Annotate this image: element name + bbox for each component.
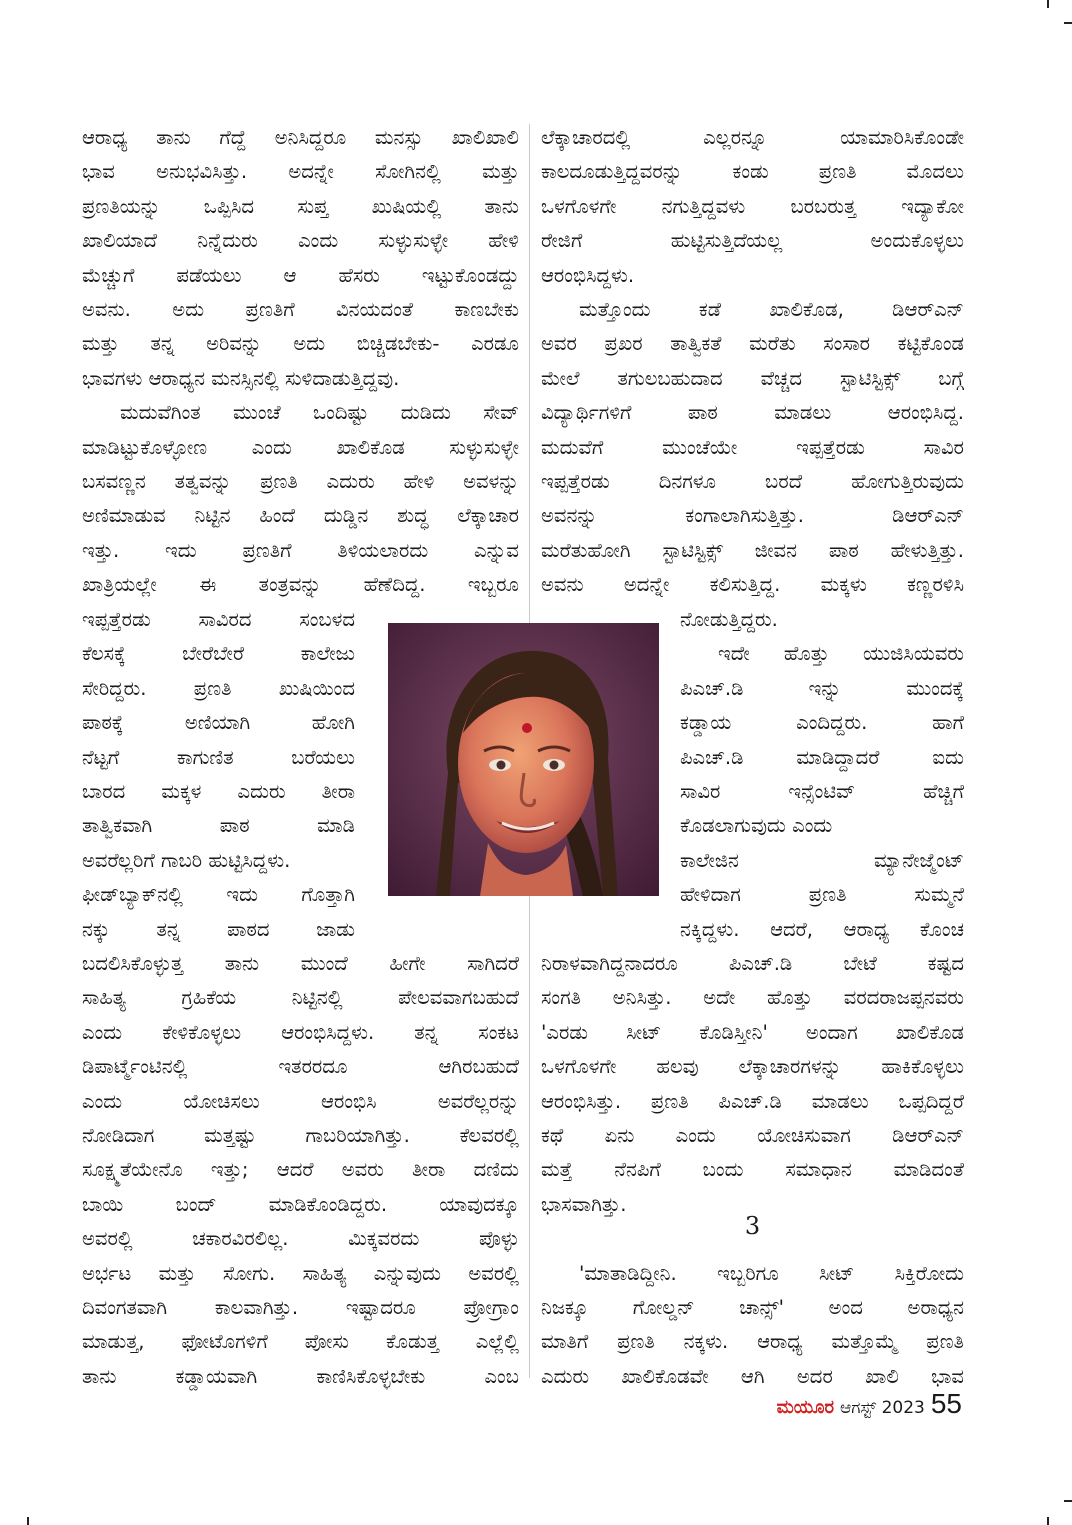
text-line: ಕಥೆ ಏನು ಎಂದು ಯೋಚಿಸುವಾಗ ಡಿಆರ್‌ಎನ್ (541, 1123, 964, 1147)
text-line: ಕೆಲಸಕ್ಕೆ ಬೇರೆಬೇರೆ ಕಾಲೇಜು (82, 642, 355, 666)
text-line: ಕಡ್ಡಾಯ ಎಂದಿದ್ದರು. ಹಾಗೆ (680, 711, 964, 735)
crop-mark (1064, 22, 1072, 24)
text-line: ಎದುರು ಖಾಲಿಕೊಡವೇ ಆಗಿ ಅದರ ಖಾಲಿ ಭಾವ (541, 1364, 964, 1388)
text-line: ಅರ್ಭಟ ಮತ್ತು ಸೋಗು. ಸಾಹಿತ್ಯ ಎನ್ನುವುದು ಅವರಲ್ಲಿ (82, 1261, 519, 1285)
left-column-bottom (82, 947, 519, 1394)
text-line: ಅವನು. ಅದು ಪ್ರಣತಿಗೆ ವಿನಯದಂತೆ ಕಾಣಬೇಕು (82, 297, 519, 321)
text-line: ಮಾತಿಗೆ ಪ್ರಣತಿ ನಕ್ಕಳು. ಆರಾಧ್ಯ ಮತ್ತೊಮ್ಮೆ ಪ್ರಣತಿ (541, 1330, 964, 1354)
right-column-wrap (680, 603, 964, 947)
text-line: ಒಳಗೊಳಗೇ ನಗುತ್ತಿದ್ದವಳು ಬರಬರುತ್ತ ಇದ್ಯಾಕೋ (541, 194, 964, 218)
text-line: ಬಾಯಿ ಬಂದ್ ಮಾಡಿಕೊಂಡಿದ್ದರು. ಯಾವುದಕ್ಕೂ (82, 1192, 519, 1216)
text-line: ಬದಲಿಸಿಕೊಳ್ಳುತ್ತ ತಾನು ಮುಂದೆ ಹೀಗೇ ಸಾಗಿದರೆ (82, 952, 519, 975)
text-line: ದಿವಂಗತವಾಗಿ ಕಾಲವಾಗಿತ್ತು. ಇಷ್ಟಾದರೂ ಪ್ರೋಗ್ರಾಂ (82, 1295, 519, 1319)
text-line: ಖಾತ್ರಿಯಲ್ಲೇ ಈ ತಂತ್ರವನ್ನು ಹೆಣೆದಿದ್ದ. ಇಬ್ಬರೂ (82, 573, 519, 597)
text-line: ಪಾಠಕ್ಕೆ ಅಣಿಯಾಗಿ ಹೋಗಿ (82, 711, 355, 735)
text-line: ಎಂದು ಕೇಳಿಕೊಳ್ಳಲು ಆರಂಭಿಸಿದ್ದಳು. ತನ್ನ ಸಂಕಟ (82, 1020, 519, 1044)
text-line: ಸೇರಿದ್ದರು. ಪ್ರಣತಿ ಖುಷಿಯಿಂದ (82, 676, 355, 700)
crop-mark (1064, 1500, 1072, 1502)
text-line: ಫೀಡ್‌ಬ್ಯಾಕ್‌ನಲ್ಲಿ ಇದು ಗೊತ್ತಾಗಿ (82, 883, 355, 907)
text-line: ಖಾಲಿಯಾದೆ ನಿನ್ನೆದುರು ಎಂದು ಸುಳ್ಳುಸುಳ್ಳೇ ಹೇಳಿ (82, 229, 519, 253)
text-line: ಹೇಳಿದಾಗ ಪ್ರಣತಿ ಸುಮ್ಮನೆ (680, 883, 964, 907)
text-line: ಅವರ ಪ್ರಖರ ತಾತ್ವಿಕತೆ ಮರೆತು ಸಂಸಾರ ಕಟ್ಟಿಕೊಂಡ (541, 332, 964, 356)
text-line: ಬಾರದ ಮಕ್ಕಳ ಎದುರು ತೀರಾ (82, 779, 355, 803)
text-line: ನಕ್ಕು ತನ್ನ ಪಾಠದ ಜಾಡು (82, 917, 355, 941)
section-number: 3 (744, 1212, 761, 1240)
text-line: ಮತ್ತೊಂದು ಕಡೆ ಖಾಲಿಕೊಡ, ಡಿಆರ್‌ಎನ್ (579, 297, 964, 321)
crop-mark (27, 1517, 29, 1525)
woman-portrait-image (388, 623, 659, 896)
text-line: ಇದೇ ಹೊತ್ತು ಯುಜಿಸಿಯವರು (718, 642, 964, 666)
text-line: 'ಎರಡು ಸೀಟ್ ಕೊಡಿಸ್ತೀನಿ' ಅಂದಾಗ ಖಾಲಿಕೊಡ (541, 1020, 964, 1044)
text-line: ಭಾವಗಳು ಆರಾಧ್ಯನ ಮನಸ್ಸಿನಲ್ಲಿ ಸುಳಿದಾಡುತ್ತಿದ್ದವು. (82, 366, 400, 390)
left-column-top (82, 121, 519, 602)
text-line: 'ಮಾತಾಡಿದ್ದೀನಿ. ಇಬ್ಬರಿಗೂ ಸೀಟ್ ಸಿಕ್ತಿರೋದು (579, 1261, 964, 1285)
text-line: ಅವರಲ್ಲಿ ಚಕಾರವಿರಲಿಲ್ಲ. ಮಿಕ್ಕವರದು ಪೊಳ್ಳು (82, 1227, 519, 1251)
crop-mark (1047, 1517, 1049, 1525)
text-line: ನೋಡಿದಾಗ ಮತ್ತಷ್ಟು ಗಾಬರಿಯಾಗಿತ್ತು. ಕೆಲವರಲ್ಲಿ (82, 1123, 519, 1147)
text-line: ಕಾಲೇಜಿನ ಮ್ಯಾನೇಜ್ಮೆಂಟ್ (680, 848, 964, 872)
text-line: ಆರಂಭಿಸಿತ್ತು. ಪ್ರಣತಿ ಪಿಎಚ್.ಡಿ ಮಾಡಲು ಒಪ್ಪದಿದ್ದರೆ (541, 1089, 964, 1113)
page-footer (777, 1388, 962, 1428)
text-line: ಕಾಲದೂಡುತ್ತಿದ್ದವರನ್ನು ಕಂಡು ಪ್ರಣತಿ ಮೊದಲು (541, 160, 964, 184)
text-line: ನಿಜಕ್ಕೂ ಗೋಲ್ಡನ್ ಚಾನ್ಸ್' ಅಂದ ಅರಾಧ್ಯನ (541, 1295, 964, 1319)
text-line: ಮದುವೆಗೆ ಮುಂಚೆಯೇ ಇಪ್ಪತ್ತೆರಡು ಸಾವಿರ (541, 435, 964, 459)
text-line: ಕೊಡಲಾಗುವುದು ಎಂದು (680, 814, 833, 838)
magazine-name: ಮಯೂರ (776, 1397, 834, 1418)
text-line: ಮರೆತುಹೋಗಿ ಸ್ಟಾಟಿಸ್ಟಿಕ್ಸ್ ಜೀವನ ಪಾಠ ಹೇಳುತ್ತಿತ್ತು. (541, 538, 964, 562)
text-line: ಭಾವ ಅನುಭವಿಸಿತ್ತು. ಅದನ್ನೇ ಸೋಗಿನಲ್ಲಿ ಮತ್ತು (82, 160, 519, 184)
text-line: ಮಾಡಿಟ್ಟುಕೊಳ್ಳೋಣ ಎಂದು ಖಾಲಿಕೊಡ ಸುಳ್ಳುಸುಳ್ಳೇ (82, 435, 519, 459)
right-column-top (541, 121, 964, 602)
crop-mark (1047, 0, 1049, 8)
text-line: ಅಣಿಮಾಡುವ ನಿಟ್ಟಿನ ಹಿಂದೆ ದುಡ್ಡಿನ ಶುದ್ಧ ಲೆಕ್ಕಾಚಾರ (82, 504, 519, 528)
text-line: ಸಂಗತಿ ಅನಿಸಿತ್ತು. ಅದೇ ಹೊತ್ತು ವರದರಾಜಪ್ಪನವರು (541, 986, 964, 1010)
text-line: ಅವರೆಲ್ಲರಿಗೆ ಗಾಬರಿ ಹುಟ್ಟಿಸಿದ್ದಳು. (82, 848, 291, 872)
text-line: ಸೂಕ್ಷ್ಮತೆಯೇನೊ ಇತ್ತು; ಆದರೆ ಅವರು ತೀರಾ ದಣಿದು (82, 1158, 519, 1182)
text-line: ಪಿಎಚ್.ಡಿ ಇನ್ನು ಮುಂದಕ್ಕೆ (680, 676, 964, 700)
text-line: ಇತ್ತು. ಇದು ಪ್ರಣತಿಗೆ ತಿಳಿಯಲಾರದು ಎನ್ನುವ (82, 538, 519, 562)
text-line: ಇಪ್ಪತ್ತೆರಡು ದಿನಗಳೂ ಬರದೆ ಹೋಗುತ್ತಿರುವುದು (541, 469, 964, 493)
text-line: ನೆಟ್ಟಗೆ ಕಾಗುಣಿತ ಬರೆಯಲು (82, 745, 355, 769)
text-line: ಸಾವಿರ ಇನ್ಸೆಂಟಿವ್ ಹೆಚ್ಚಿಗೆ (680, 779, 964, 803)
text-line: ಭಾಸವಾಗಿತ್ತು. (541, 1192, 627, 1216)
page-number: 55 (930, 1388, 962, 1419)
text-line: ತಾನು ಕಡ್ಡಾಯವಾಗಿ ಕಾಣಿಸಿಕೊಳ್ಳಬೇಕು ಎಂಬ (82, 1364, 519, 1388)
text-line: ಮೇಲೆ ತಗುಲಬಹುದಾದ ವೆಚ್ಚದ ಸ್ಟಾಟಿಸ್ಟಿಕ್ಸ್ ಬಗ್ಗೆ (541, 366, 964, 390)
text-line: ಮೆಚ್ಚುಗೆ ಪಡೆಯಲು ಆ ಹೆಸರು ಇಟ್ಟುಕೊಂಡದ್ದು (82, 263, 519, 287)
text-line: ಅವನನ್ನು ಕಂಗಾಲಾಗಿಸುತ್ತಿತ್ತು. ಡಿಆರ್‌ಎನ್ (541, 504, 964, 528)
text-line: ನಕ್ಕಿದ್ದಳು. ಆದರೆ, ಆರಾಧ್ಯ ಕೊಂಚ (680, 917, 964, 941)
text-line: ಅವನು ಅದನ್ನೇ ಕಲಿಸುತ್ತಿದ್ದ. ಮಕ್ಕಳು ಕಣ್ಣರಳಿಸಿ (541, 573, 964, 597)
text-line: ರೇಜಿಗೆ ಹುಟ್ಟಿಸುತ್ತಿದೆಯಲ್ಲ ಅಂದುಕೊಳ್ಳಲು (541, 229, 964, 253)
text-line: ವಿದ್ಯಾರ್ಥಿಗಳಿಗೆ ಪಾಠ ಮಾಡಲು ಆರಂಭಿಸಿದ್ದ. (541, 401, 964, 425)
text-line: ನೋಡುತ್ತಿದ್ದರು. (680, 608, 778, 631)
text-line: ಡಿಪಾರ್ಟ್ಮೆಂಟಿನಲ್ಲಿ ಇತರರದೂ ಆಗಿರಬಹುದೆ (82, 1055, 519, 1079)
text-line: ಎಂದು ಯೋಚಿಸಲು ಆರಂಭಿಸಿ ಅವರೆಲ್ಲರನ್ನು (82, 1089, 519, 1113)
left-column-wrap (82, 603, 355, 947)
text-line: ನಿರಾಳವಾಗಿದ್ದನಾದರೂ ಪಿಎಚ್.ಡಿ ಬೇಟೆ ಕಷ್ಟದ (541, 952, 964, 975)
text-line: ಆರಂಭಿಸಿದ್ದಳು. (541, 263, 635, 287)
text-line: ಆರಾಧ್ಯ ತಾನು ಗೆದ್ದೆ ಅನಿಸಿದ್ದರೂ ಮನಸ್ಸು ಖಾಲಿಖಾಲಿ (82, 126, 519, 149)
text-line: ಲೆಕ್ಕಾಚಾರದಲ್ಲಿ ಎಲ್ಲರನ್ನೂ ಯಾಮಾರಿಸಿಕೊಂಡೇ (541, 126, 964, 149)
text-line: ಇಪ್ಪತ್ತೆರಡು ಸಾವಿರದ ಸಂಬಳದ (82, 608, 355, 631)
text-line: ಬಸವಣ್ಣನ ತತ್ವವನ್ನು ಪ್ರಣತಿ ಎದುರು ಹೇಳಿ ಅವಳನ್ನು (82, 469, 519, 493)
text-line: ತಾತ್ವಿಕವಾಗಿ ಪಾಠ ಮಾಡಿ (82, 814, 355, 838)
issue-date: ಆಗಸ್ಟ್ 2023 (840, 1398, 925, 1418)
portrait-illustration (388, 623, 659, 896)
text-line: ಪ್ರಣತಿಯನ್ನು ಒಪ್ಪಿಸಿದ ಸುಪ್ತ ಖುಷಿಯಲ್ಲಿ ತಾನು (82, 194, 519, 218)
text-line: ಮತ್ತೆ ನೆನಪಿಗೆ ಬಂದು ಸಮಾಧಾನ ಮಾಡಿದಂತೆ (541, 1158, 964, 1182)
text-line: ಒಳಗೊಳಗೇ ಹಲವು ಲೆಕ್ಕಾಚಾರಗಳನ್ನು ಹಾಕಿಕೊಳ್ಳಲು (541, 1055, 964, 1079)
text-line: ಮತ್ತು ತನ್ನ ಅರಿವನ್ನು ಅದು ಬಿಚ್ಚಿಡಬೇಕು- ಎರಡೂ (82, 332, 519, 356)
right-column-bottom (541, 947, 964, 1394)
text-line: ಸಾಹಿತ್ಯ ಗ್ರಹಿಕೆಯ ನಿಟ್ಟಿನಲ್ಲಿ ಪೇಲವವಾಗಬಹುದೆ (82, 986, 519, 1010)
text-line: ಮದುವೆಗಿಂತ ಮುಂಚೆ ಒಂದಿಷ್ಟು ದುಡಿದು ಸೇವ್ (120, 401, 519, 425)
text-line: ಮಾಡುತ್ತ, ಫೋಟೊಗಳಿಗೆ ಪೋಸು ಕೊಡುತ್ತ ಎಲ್ಲೆಲ್ಲಿ (82, 1330, 519, 1354)
text-line: ಪಿಎಚ್.ಡಿ ಮಾಡಿದ್ದಾದರೆ ಐದು (680, 745, 964, 769)
